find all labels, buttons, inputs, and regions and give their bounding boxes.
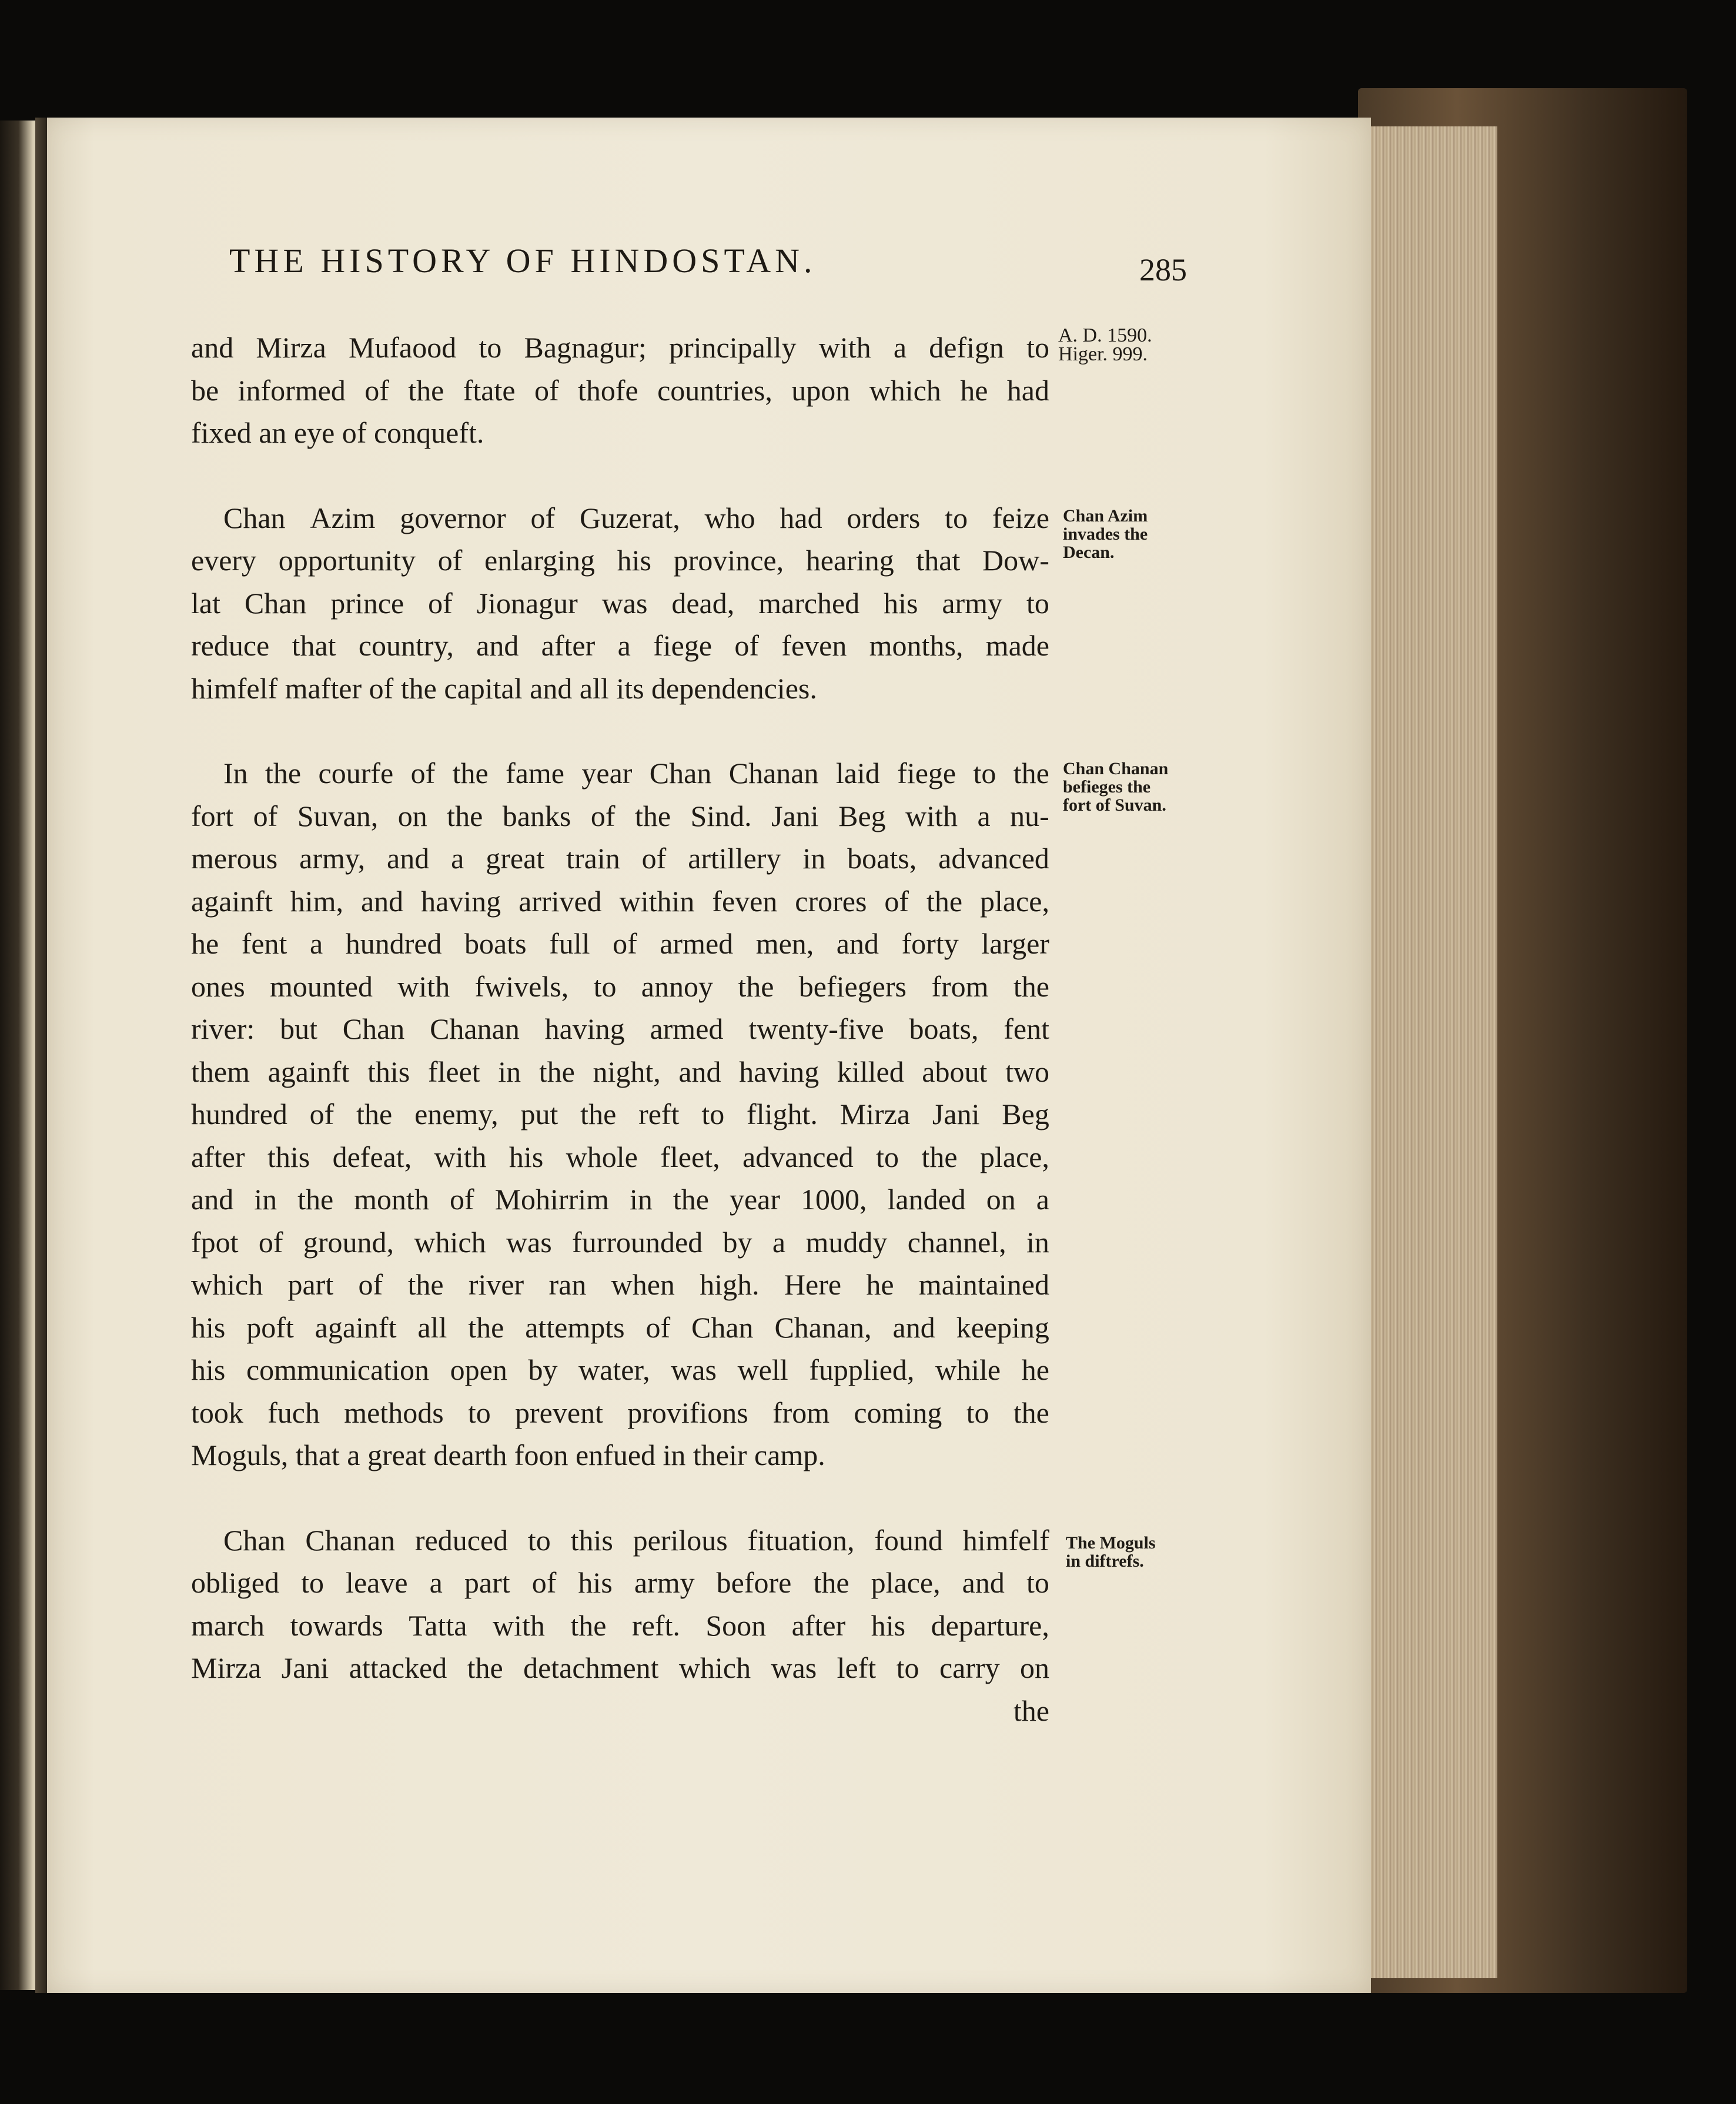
- text-line: his poft againft all the attempts of Chan Chanan, and keeping: [191, 1310, 1049, 1344]
- page-edges: [1370, 126, 1497, 1978]
- margin-note-line: Decan.: [1063, 543, 1115, 562]
- text-line: be informed of the ftate of thofe countries, upon which he had: [191, 373, 1049, 407]
- margin-note-line: befieges the: [1063, 777, 1151, 797]
- margin-note-line: The Moguls: [1066, 1533, 1156, 1553]
- text-line: march towards Tatta with the reft. Soon after his departure,: [191, 1608, 1049, 1642]
- text-line: reduce that country, and after a fiege of feven months, made: [191, 629, 1049, 662]
- body-text: [191, 326, 1049, 1732]
- margin-note-line: A. D. 1590.: [1058, 325, 1152, 346]
- text-line: which part of the river ran when high. Here he maintained: [191, 1268, 1049, 1301]
- catchword: the: [1013, 1694, 1049, 1727]
- text-line: took fuch methods to prevent provifions from coming to the: [191, 1396, 1049, 1429]
- margin-note-line: Higer. 999.: [1058, 343, 1148, 365]
- text-line: hundred of the enemy, put the reft to flight. Mirza Jani Beg: [191, 1098, 1049, 1130]
- text-line: himfelf mafter of the capital and all its dependencies.: [191, 671, 817, 705]
- text-line: Mirza Jani attacked the detachment which was left to carry on: [191, 1651, 1049, 1684]
- margin-note-chanan: [1063, 760, 1192, 814]
- text-line: river: but Chan Chanan having armed twenty-five boats, fent: [191, 1012, 1049, 1045]
- text-line: merous army, and a great train of artillery in boats, advanced: [191, 842, 1049, 875]
- text-line: ones mounted with fwivels, to annoy the befiegers from the: [191, 969, 1049, 1003]
- running-title: THE HISTORY OF HINDOSTAN.: [229, 242, 817, 280]
- text-line: lat Chan prince of Jionagur was dead, marched his army to: [191, 586, 1049, 620]
- text-line: In the courfe of the fame year Chan Chanan laid fiege to the: [223, 757, 1049, 790]
- margin-note-line: invades the: [1063, 524, 1148, 544]
- gutter: [35, 118, 47, 1993]
- margin-note-line: fort of Suvan.: [1063, 795, 1166, 815]
- margin-note-azim: [1063, 507, 1192, 561]
- margin-note-line: Chan Chanan: [1063, 759, 1169, 778]
- text-line: them againft this fleet in the night, and having killed about two: [191, 1055, 1049, 1088]
- text-line: Moguls, that a great dearth foon enfued in their camp.: [191, 1439, 825, 1471]
- paragraph-gap: [191, 1477, 1049, 1519]
- text-line: Chan Azim governor of Guzerat, who had orders to feize: [223, 501, 1049, 534]
- text-line: after this defeat, with his whole fleet, advanced to the place,: [191, 1140, 1049, 1173]
- paragraph-gap: [191, 454, 1049, 497]
- text-line: every opportunity of enlarging his province, hearing that Dow-: [191, 544, 1049, 577]
- text-line: obliged to leave a part of his army before the place, and to: [191, 1566, 1049, 1599]
- text-line: Chan Chanan reduced to this perilous fituation, found himfelf: [223, 1523, 1049, 1557]
- text-line: againft him, and having arrived within feven crores of the place,: [191, 884, 1049, 918]
- margin-note-line: in diftrefs.: [1066, 1551, 1144, 1571]
- text-line: and in the month of Mohirrim in the year 1000, landed on a: [191, 1183, 1049, 1216]
- page-number: 285: [1139, 252, 1187, 287]
- text-line: fort of Suvan, on the banks of the Sind. Jani Beg with a nu-: [191, 799, 1049, 832]
- margin-note-line: Chan Azim: [1063, 506, 1148, 526]
- text-line: and Mirza Mufaood to Bagnagur; principally with a defign to: [191, 331, 1049, 364]
- text-line: fixed an eye of conqueft.: [191, 416, 484, 449]
- paragraph-gap: [191, 710, 1049, 752]
- margin-note-moguls: [1066, 1534, 1195, 1570]
- text-line: fpot of ground, which was furrounded by a muddy channel, in: [191, 1225, 1049, 1259]
- margin-note-date: [1058, 326, 1188, 364]
- text-line: he fent a hundred boats full of armed men, and forty larger: [191, 927, 1049, 960]
- text-line: his communication open by water, was well fupplied, while he: [191, 1353, 1049, 1386]
